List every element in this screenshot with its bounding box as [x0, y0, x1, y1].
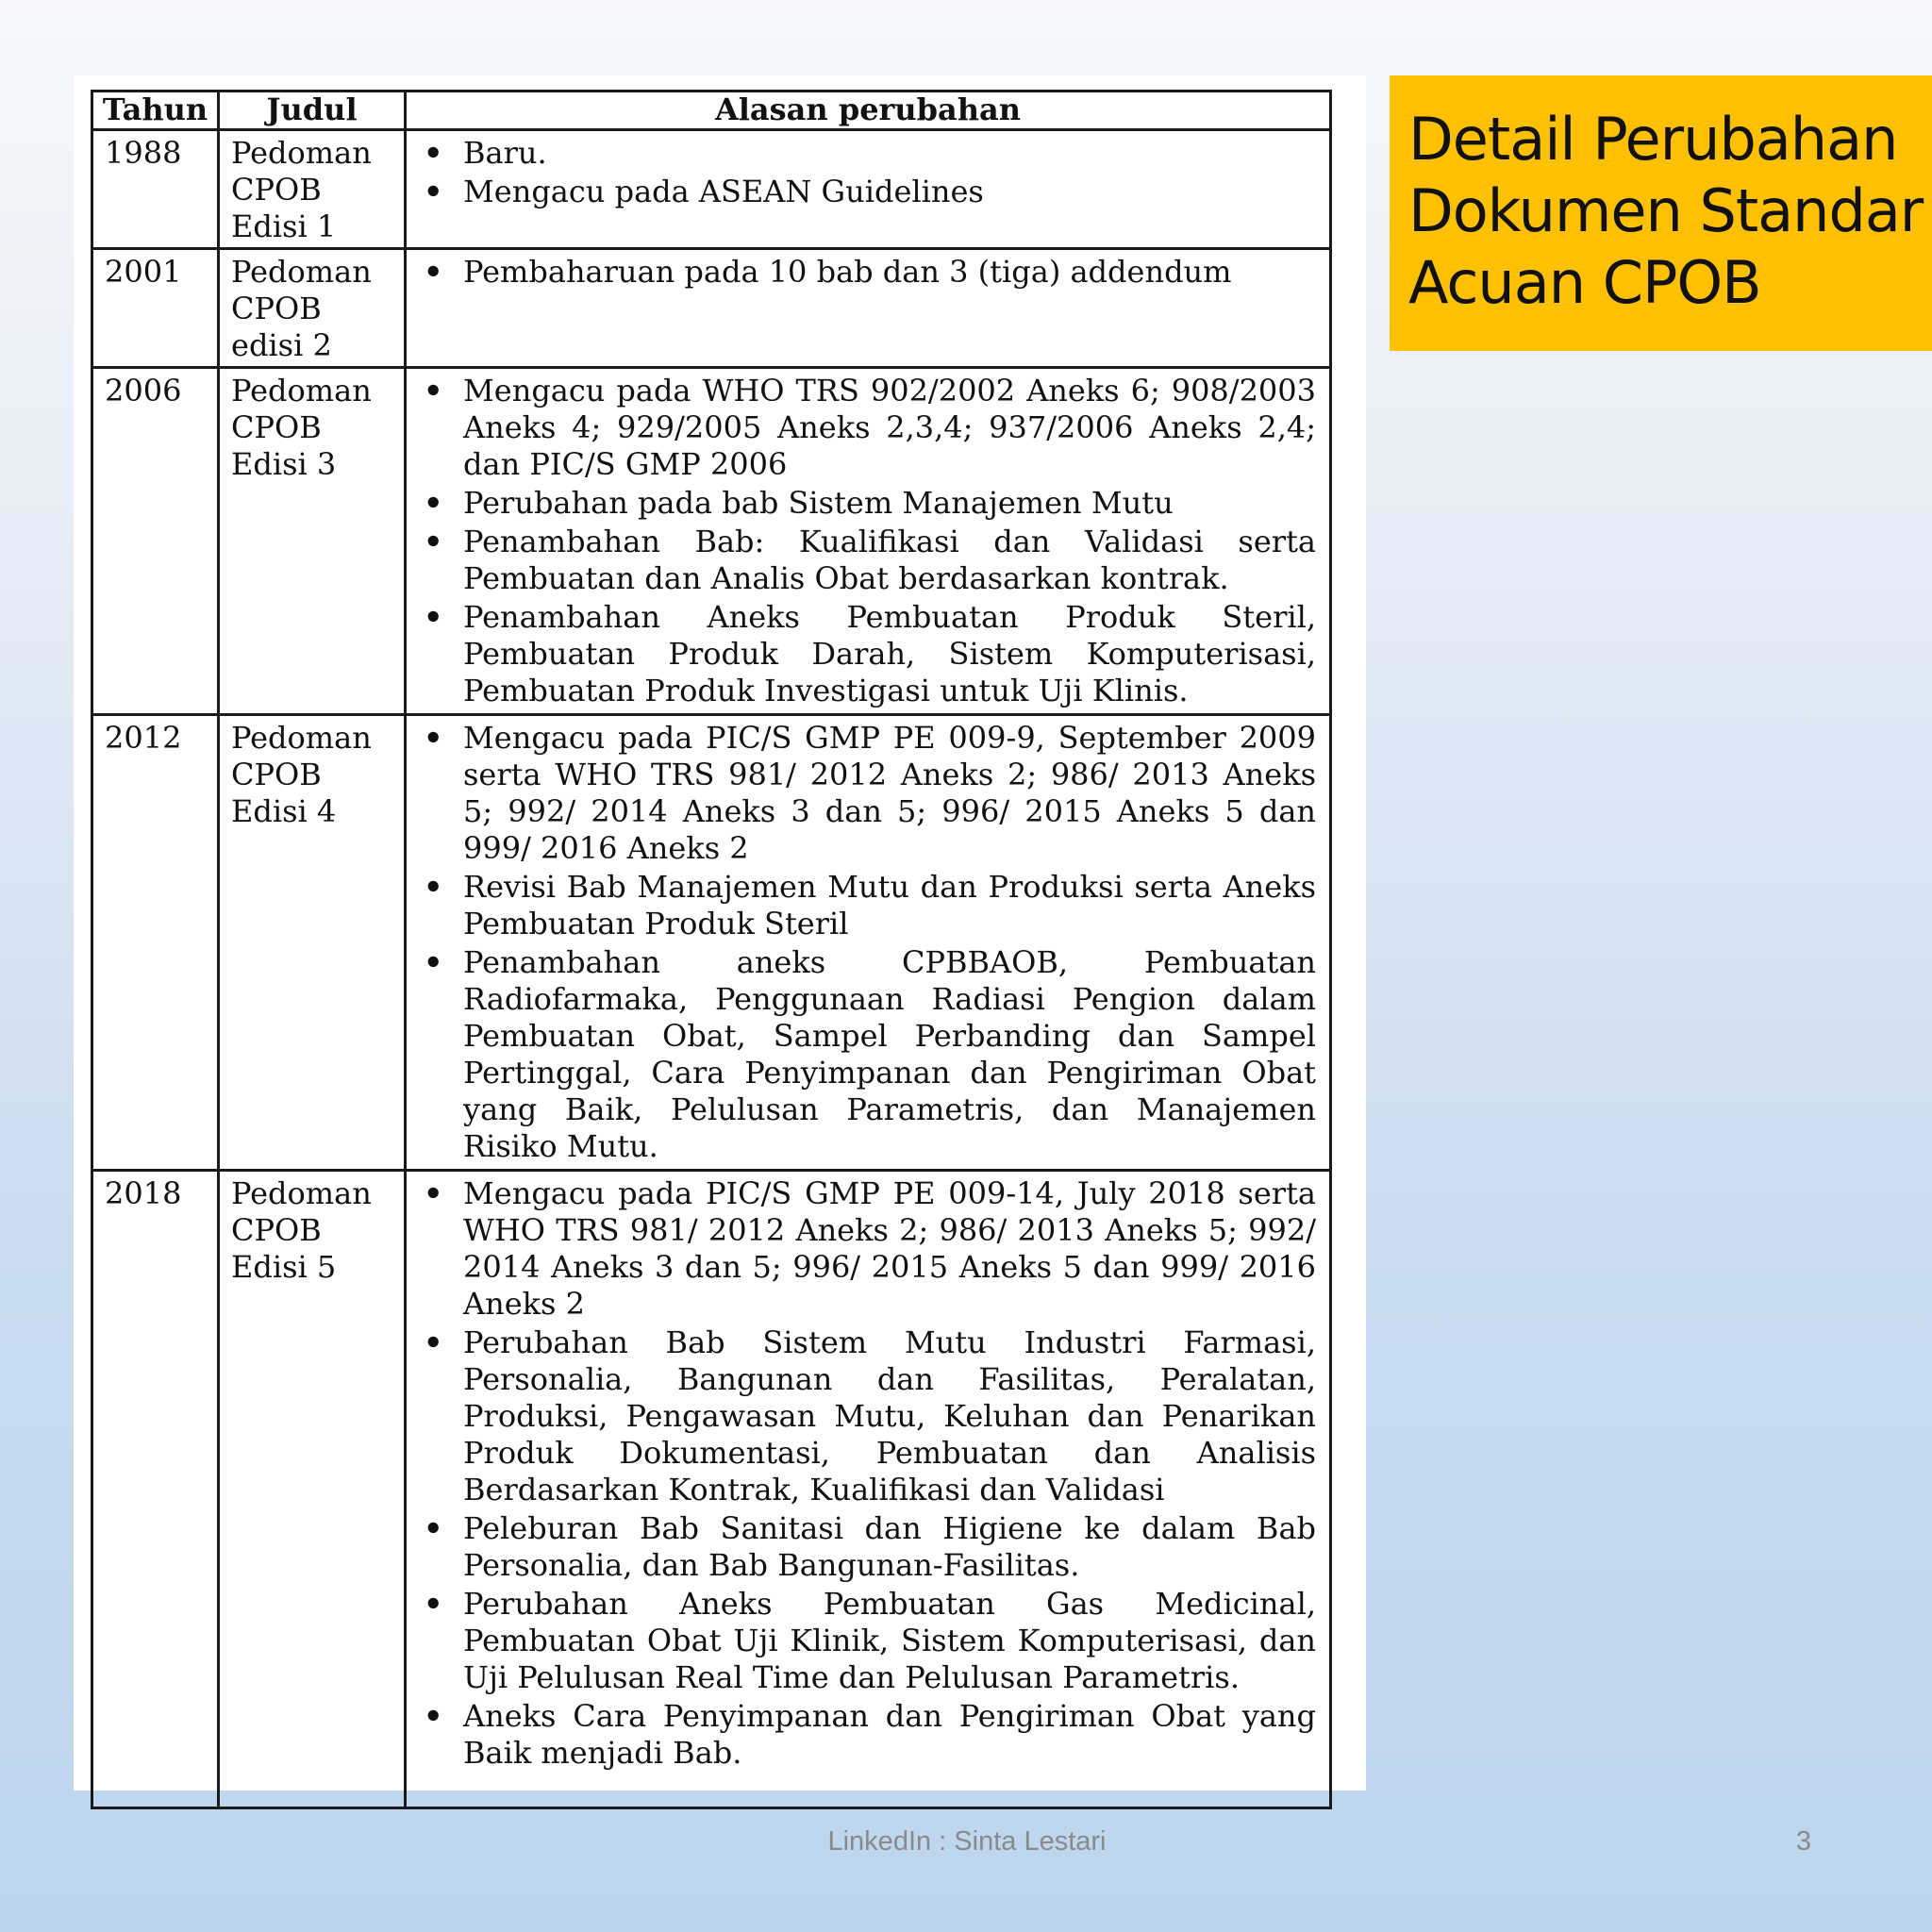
bullet-icon: • [424, 174, 443, 209]
reason-text: Peleburan Bab Sanitasi dan Higiene ke dalam Bab Personalia, dan Bab Bangunan-Fasilitas. [463, 1510, 1316, 1583]
table-body [92, 130, 1331, 1808]
bullet-icon: • [424, 1175, 443, 1211]
bullet-icon: • [424, 1698, 443, 1734]
bullet-icon: • [424, 485, 443, 521]
cell-year: 2012 [92, 715, 219, 1171]
title-line: Edisi 1 [231, 208, 337, 244]
table-row [92, 130, 1331, 249]
cpob-revision-table [91, 90, 1332, 1809]
reason-text: Perubahan pada bab Sistem Manajemen Mutu [463, 485, 1174, 521]
title-line: CPOB [231, 291, 322, 326]
cell-title [219, 715, 406, 1171]
reason-item [418, 944, 1316, 1165]
title-line: CPOB [231, 1212, 322, 1248]
reason-item [418, 599, 1316, 709]
bullet-icon: • [424, 373, 443, 408]
title-line: Pedoman [231, 1175, 372, 1211]
reason-item [418, 1175, 1316, 1323]
bullet-icon: • [424, 1586, 443, 1622]
title-line: edisi 2 [231, 327, 332, 363]
reason-item [418, 485, 1316, 522]
bullet-icon: • [424, 254, 443, 290]
cell-title [219, 249, 406, 368]
bullet-icon: • [424, 135, 443, 171]
header-alasan-perubahan: Alasan perubahan [406, 92, 1331, 130]
reason-text: Pembaharuan pada 10 bab dan 3 (tiga) addendum [463, 254, 1232, 290]
reason-text: Perubahan Aneks Pembuatan Gas Medicinal, Pembuatan Obat Uji Klinik, Sistem Komputerisasi, dan Uji Pelulusan Real Time dan Pelulusan Parametris. [463, 1586, 1316, 1695]
title-line: Pedoman [231, 373, 372, 408]
cell-year: 2001 [92, 249, 219, 368]
table-row [92, 368, 1331, 715]
cell-year: 2006 [92, 368, 219, 715]
cell-title [219, 1171, 406, 1808]
footer-author: LinkedIn : Sinta Lestari [827, 1826, 1107, 1857]
reason-item [418, 1324, 1316, 1508]
reason-list [418, 254, 1316, 291]
header-tahun: Tahun [92, 92, 219, 130]
title-line: CPOB [231, 757, 322, 792]
table-image [74, 75, 1366, 1790]
title-line: Pedoman [231, 720, 372, 756]
reason-text: Revisi Bab Manajemen Mutu dan Produksi serta Aneks Pembuatan Produk Steril [463, 869, 1316, 941]
slide-title-line-1: Detail Perubahan [1408, 105, 1898, 174]
title-line: Pedoman [231, 135, 372, 171]
slide-title-line-3: Acuan CPOB [1408, 248, 1761, 317]
reason-item [418, 1698, 1316, 1772]
reason-text: Mengacu pada PIC/S GMP PE 009-14, July 2018 serta WHO TRS 981/ 2012 Aneks 2; 986/ 2013 Aneks 5; 992/ 2014 Aneks 3 dan 5; 996/ 2015 Aneks 5 dan 999/ 2016 Aneks 2 [463, 1175, 1316, 1322]
cell-year: 2018 [92, 1171, 219, 1808]
title-line: Edisi 5 [231, 1249, 337, 1285]
bullet-icon: • [424, 599, 443, 635]
bullet-icon: • [424, 524, 443, 559]
reason-item [418, 1510, 1316, 1584]
reason-text: Baru. [463, 135, 547, 171]
reason-item [418, 1586, 1316, 1696]
reason-item [418, 524, 1316, 597]
reason-item [418, 254, 1316, 291]
cell-reasons [406, 1171, 1331, 1808]
bullet-icon: • [424, 1324, 443, 1360]
cell-title [219, 368, 406, 715]
table-row [92, 715, 1331, 1171]
title-line: Edisi 3 [231, 446, 337, 482]
cell-reasons [406, 130, 1331, 249]
bullet-icon: • [424, 869, 443, 905]
title-line: Pedoman [231, 254, 372, 290]
reason-list [418, 373, 1316, 709]
reason-text: Aneks Cara Penyimpanan dan Pengiriman Obat yang Baik menjadi Bab. [463, 1698, 1316, 1771]
reason-list [418, 1175, 1316, 1772]
cell-reasons [406, 368, 1331, 715]
reason-text: Mengacu pada WHO TRS 902/2002 Aneks 6; 908/2003 Aneks 4; 929/2005 Aneks 2,3,4; 937/2006 Aneks 2,4; dan PIC/S GMP 2006 [463, 373, 1316, 482]
reason-text: Mengacu pada ASEAN Guidelines [463, 174, 984, 209]
cell-title [219, 130, 406, 249]
reason-item [418, 720, 1316, 867]
title-line: CPOB [231, 172, 322, 208]
cell-year: 1988 [92, 130, 219, 249]
slide-title-line-2: Dokumen Standar [1408, 176, 1924, 245]
reason-item [418, 373, 1316, 483]
cell-reasons [406, 249, 1331, 368]
reason-item [418, 869, 1316, 942]
table-row [92, 1171, 1331, 1808]
reason-text: Mengacu pada PIC/S GMP PE 009-9, September 2009 serta WHO TRS 981/ 2012 Aneks 2; 986/ 2013 Aneks 5; 992/ 2014 Aneks 3 dan 5; 996/ 2015 Aneks 5 dan 999/ 2016 Aneks 2 [463, 720, 1316, 866]
slide-title-box [1390, 75, 1932, 351]
page-number: 3 [1795, 1826, 1811, 1857]
table-header-row [92, 92, 1331, 130]
bullet-icon: • [424, 1510, 443, 1546]
reason-text: Penambahan aneks CPBBAOB, Pembuatan Radiofarmaka, Penggunaan Radiasi Pengion dalam Pembuatan Obat, Sampel Perbanding dan Sampel Pertinggal, Cara Penyimpanan dan Pengiriman Obat yang Baik, Pelulusan Parametris, dan Manajemen Risiko Mutu. [463, 944, 1316, 1164]
reason-text: Perubahan Bab Sistem Mutu Industri Farmasi, Personalia, Bangunan dan Fasilitas, Peralatan, Produksi, Pengawasan Mutu, Keluhan dan Penarikan Produk Dokumentasi, Pembuatan dan Analisis Berdasarkan Kontrak, Kualifikasi dan Validasi [463, 1324, 1316, 1507]
reason-item [418, 135, 1316, 172]
reason-text: Penambahan Aneks Pembuatan Produk Steril, Pembuatan Produk Darah, Sistem Komputerisasi, Pembuatan Produk Investigasi untuk Uji Klinis. [463, 599, 1316, 708]
header-judul: Judul [219, 92, 406, 130]
reason-item [418, 174, 1316, 210]
table-row [92, 249, 1331, 368]
reason-list [418, 135, 1316, 210]
bullet-icon: • [424, 720, 443, 756]
cell-reasons [406, 715, 1331, 1171]
reason-list [418, 720, 1316, 1165]
reason-text: Penambahan Bab: Kualifikasi dan Validasi serta Pembuatan dan Analis Obat berdasarkan kontrak. [463, 524, 1316, 596]
bullet-icon: • [424, 944, 443, 980]
title-line: CPOB [231, 409, 322, 445]
title-line: Edisi 4 [231, 793, 337, 829]
